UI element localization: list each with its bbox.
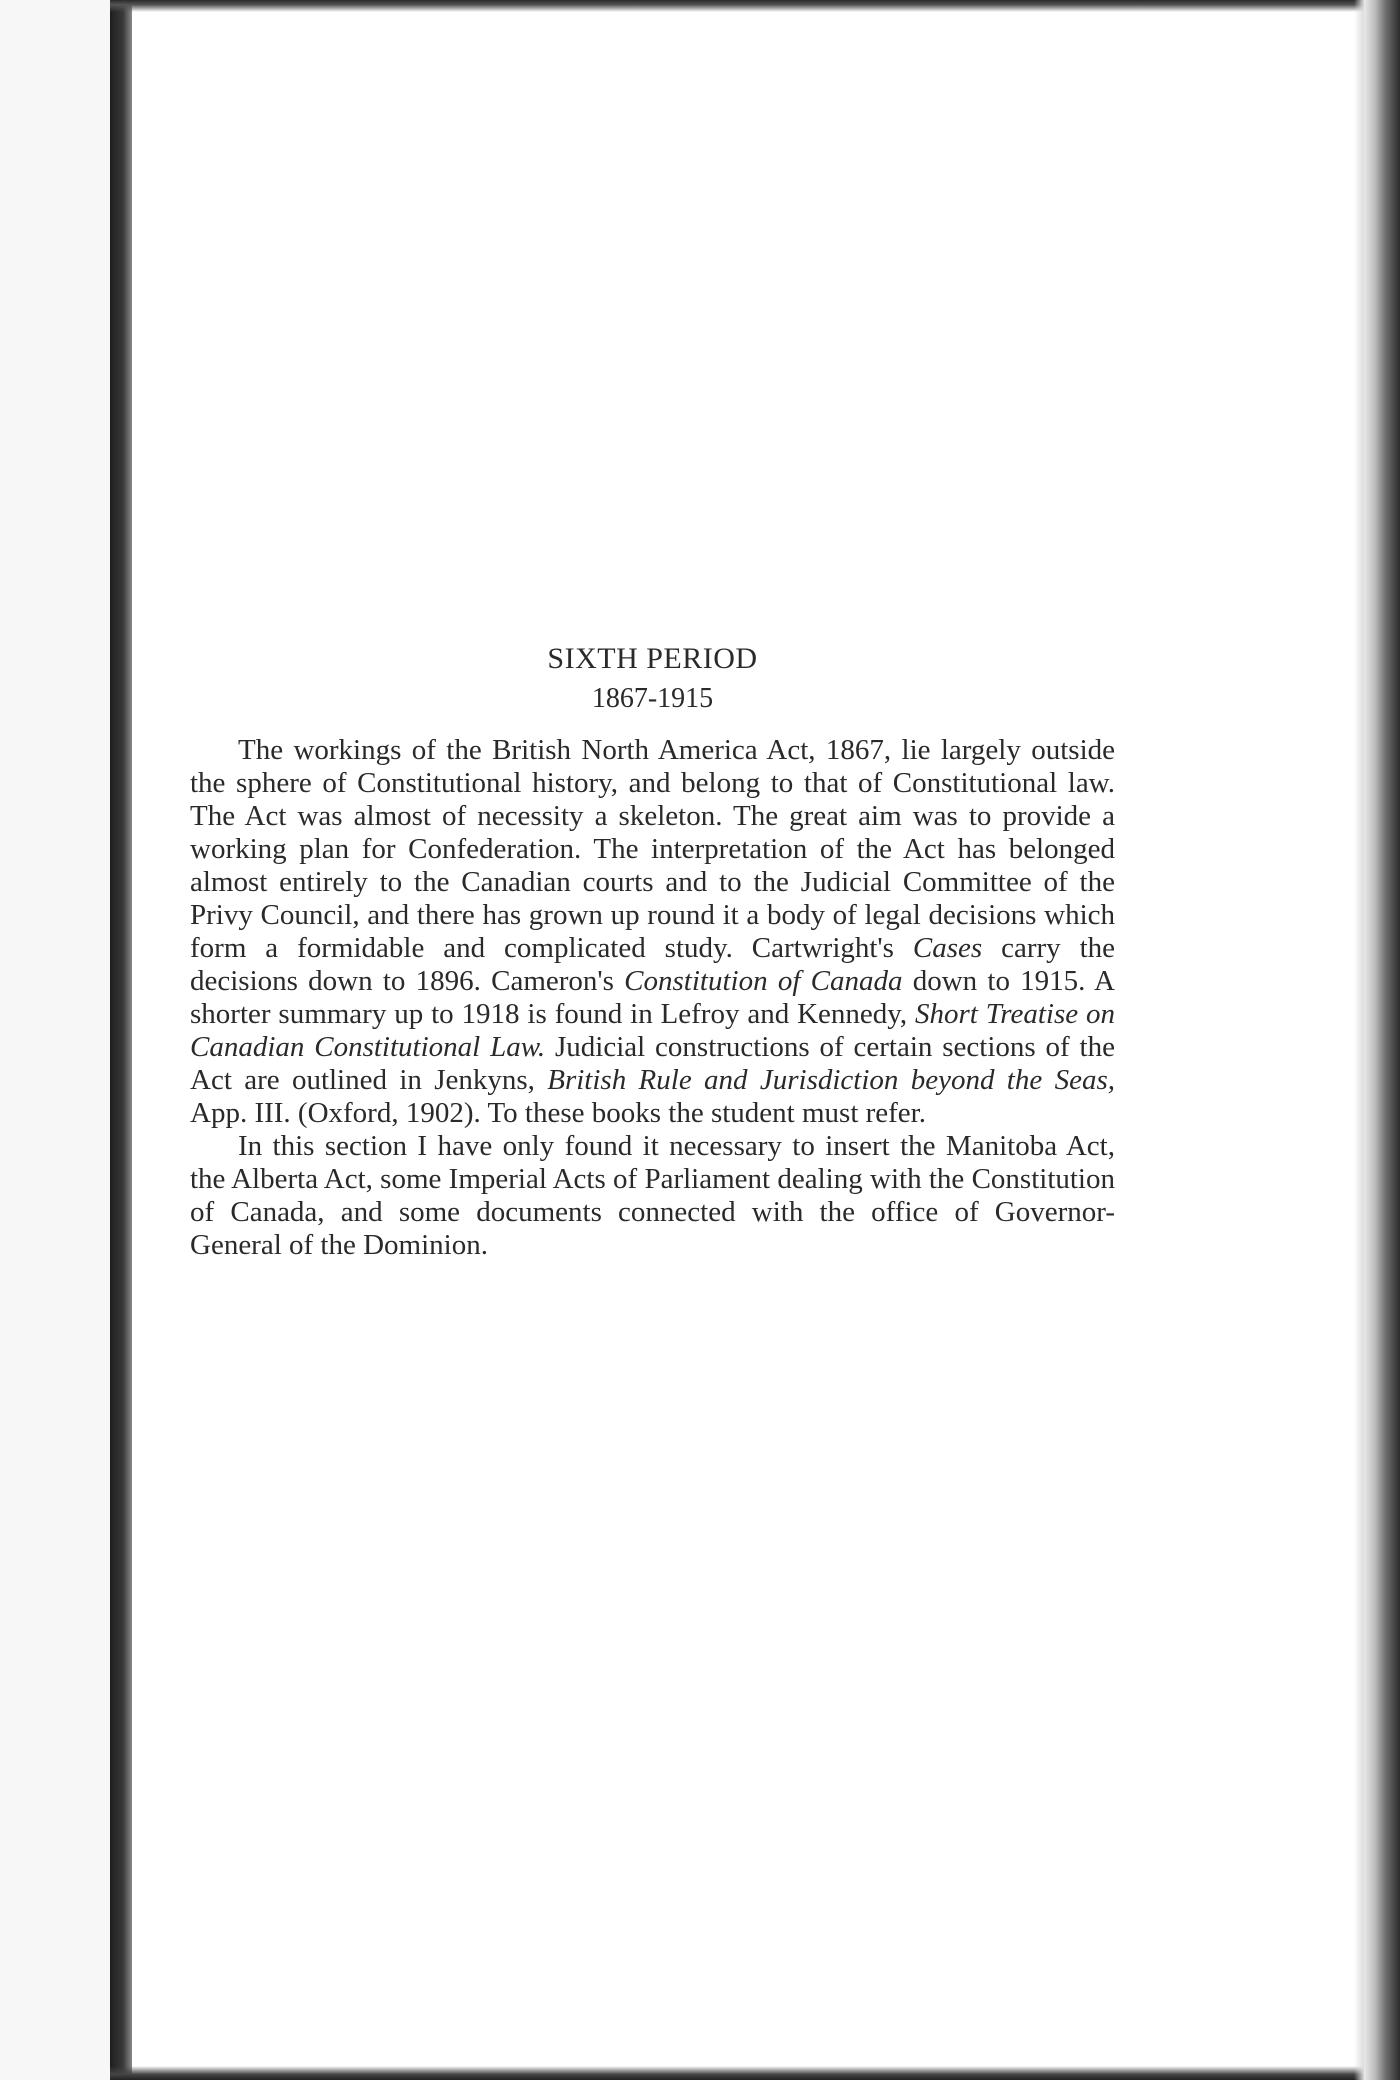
- top-scan-shadow: [110, 0, 1370, 12]
- citation-cases: Cases: [912, 932, 983, 964]
- bottom-scan-shadow: [110, 2066, 1370, 2080]
- paragraph-intro-text-5: App. III. (Oxford, 1902). To these books the student must refer.: [190, 1097, 926, 1129]
- paragraph-intro-text-4: Judicial constructions of certain sections of the Act are outlined in Jenkyns,: [190, 1031, 1115, 1096]
- paragraph-intro-text-2: carry the decisions down to 1896. Cameron's: [190, 932, 1115, 997]
- citation-british-rule: British Rule and Jurisdiction beyond the Seas,: [547, 1064, 1115, 1096]
- citation-constitution-of-canada: Constitution of Canada: [624, 965, 903, 997]
- book-gutter-shadow: [110, 0, 132, 2080]
- paragraph-intro: [190, 734, 1115, 1130]
- page-text-block: [190, 640, 1115, 1262]
- section-years: 1867-1915: [591, 683, 714, 714]
- paragraph-section-contents: In this section I have only found it necessary to insert the Manitoba Act, the Alberta Act, some Imperial Acts of Parliament dealing with the Constitution of Canada, and some documents connected with the office of Governor-General of the Dominion.: [190, 1130, 1115, 1261]
- page-curl-highlight: [1354, 0, 1364, 2080]
- right-page-edge: [1364, 0, 1400, 2080]
- citation-short-treatise: Short Treatise on Canadian Constitutional Law.: [190, 998, 1115, 1063]
- paragraph-intro-text-1: The workings of the British North America Act, 1867, lie largely outside the sphere of Constitutional history, and belong to that of Constitutional law. The Act was almost of necessity a skeleton. The great aim was to provide a working plan for Confederation. The interpretation of the Act has belonged almost entirely to the Canadian courts and to the Judicial Committee of the Privy Council, and there has grown up round it a body of legal decisions which form a formidable and complicated study. Cartwright's: [190, 734, 1115, 964]
- section-heading: SIXTH PERIOD: [547, 642, 758, 675]
- facing-page-edge: [0, 0, 110, 2080]
- paragraph-intro-text-3: down to 1915. A shorter summary up to 1918 is found in Lefroy and Kennedy,: [190, 965, 1115, 1030]
